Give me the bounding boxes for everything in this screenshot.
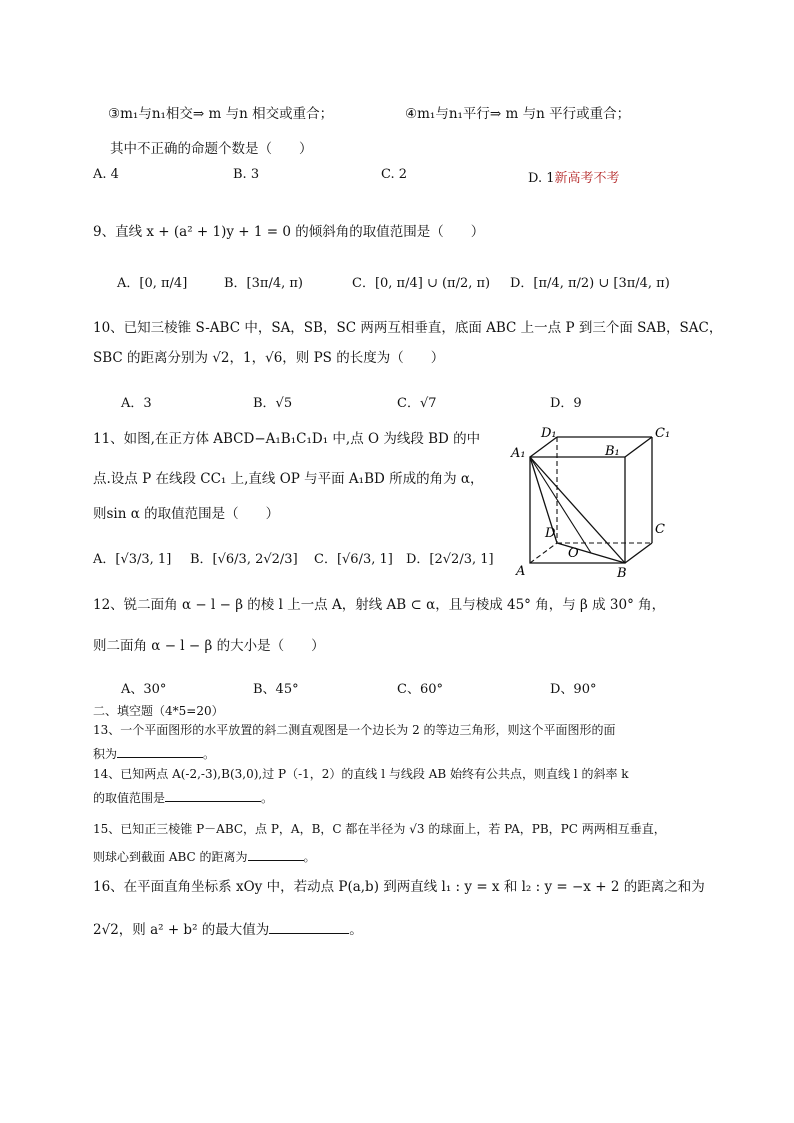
label-a1: A₁ <box>511 446 526 461</box>
q15-end: 。 <box>303 850 316 864</box>
q15-answer-blank[interactable] <box>248 848 304 861</box>
q13-answer-blank[interactable] <box>117 745 203 758</box>
label-d: D <box>545 526 556 541</box>
q8-exam-note: 新高考不考 <box>554 171 620 186</box>
q9-option-b: B．[3π/4, π) <box>224 276 303 291</box>
q10-option-a: A．3 <box>121 396 152 411</box>
q12-option-c: C、60° <box>397 682 443 697</box>
q14-line2-text: 的取值范围是 <box>93 791 166 805</box>
q16-end: 。 <box>349 922 363 938</box>
q11-option-a: A．[√3/3, 1] <box>93 552 172 567</box>
edge-b-c <box>625 543 652 563</box>
q12-option-d: D、90° <box>550 682 597 697</box>
q10-option-d: D．9 <box>550 396 582 411</box>
section-2-title: 二、填空题（4*5=20） <box>93 704 224 718</box>
q10-option-b: B．√5 <box>253 396 293 411</box>
label-b1: B₁ <box>605 444 620 459</box>
q12-option-a: A、30° <box>121 682 167 697</box>
edge-b1-c1 <box>625 437 652 457</box>
q8-option-b: B. 3 <box>233 167 260 182</box>
q15-line1: 15、已知正三棱锥 P－ABC，点 P，A，B，C 都在半径为 √3 的球面上，若 PA，PB，PC 两两相互垂直， <box>93 822 666 836</box>
q8-prop3: ③m₁与n₁相交⇒ m 与n 相交或重合； <box>108 106 334 122</box>
label-b: B <box>617 566 627 581</box>
q8-option-c: C. 2 <box>381 167 408 182</box>
q8-option-a: A. 4 <box>93 167 119 182</box>
q13-line2 <box>93 745 215 761</box>
line-a1-o <box>530 457 591 553</box>
q15-line2-text: 则球心到截面 ABC 的距离为 <box>93 850 248 864</box>
q8-prompt: 其中不正确的命题个数是（ ） <box>110 141 313 157</box>
q11-option-d: D．[2√2/3, 1] <box>406 552 494 567</box>
q8-option-d <box>528 167 620 186</box>
q15-line2 <box>93 848 316 864</box>
q9-option-c: C．[0, π/4] ∪ (π/2, π) <box>352 276 491 291</box>
q8-prop4: ④m₁与n₁平行⇒ m 与n 平行或重合； <box>405 106 631 122</box>
q14-answer-blank[interactable] <box>165 789 261 802</box>
q11-line3: 则sin α 的取值范围是（ ） <box>93 506 280 522</box>
q9-option-d: D．[π/4, π/2) ∪ [3π/4, π) <box>510 276 670 291</box>
q9-option-a: A．[0, π/4] <box>117 276 188 291</box>
q11-line2: 点.设点 P 在线段 CC₁ 上,直线 OP 与平面 A₁BD 所成的角为 α， <box>93 471 484 487</box>
label-d1: D₁ <box>541 426 557 441</box>
q12-line1: 12、锐二面角 α − l − β 的棱 l 上一点 A，射线 AB ⊂ α，且与棱成 45° 角，与 β 成 30° 角， <box>93 597 666 613</box>
q8-option-d-label: D. 1 <box>528 171 555 186</box>
q12-option-b: B、45° <box>253 682 299 697</box>
q11-option-b: B．[√6/3, 2√2/3] <box>190 552 298 567</box>
q16-line2-text: 2√2，则 a² + b² 的最大值为 <box>93 922 270 938</box>
q13-line1: 13、一个平面图形的水平放置的斜二测直观图是一个边长为 2 的等边三角形，则这个平面图形的面 <box>93 723 616 737</box>
label-c: C <box>655 522 665 537</box>
q11-line1: 11、如图,在正方体 ABCD−A₁B₁C₁D₁ 中,点 O 为线段 BD 的中 <box>93 431 481 447</box>
q16-answer-blank[interactable] <box>269 921 349 934</box>
q16-line2 <box>93 921 363 938</box>
q10-line2: SBC 的距离分别为 √2，1，√6，则 PS 的长度为（ ） <box>93 350 445 366</box>
q14-line2 <box>93 789 273 805</box>
q16-line1: 16、在平面直角坐标系 xOy 中，若动点 P(a,b) 到两直线 l₁ : y = x 和 l₂ : y = −x + 2 的距离之和为 <box>93 879 705 895</box>
q9-stem: 9、直线 x + (a² + 1)y + 1 = 0 的倾斜角的取值范围是（ ） <box>93 224 485 240</box>
q14-line1: 14、已知两点 A(-2,-3),B(3,0),过 P（-1，2）的直线 l 与线段 AB 始终有公共点，则直线 l 的斜率 k <box>93 767 629 781</box>
label-a: A <box>516 564 526 579</box>
label-o: O <box>568 546 579 561</box>
edge-a-d-hidden <box>530 543 557 563</box>
q10-line1: 10、已知三棱锥 S-ABC 中，SA，SB，SC 两两互相垂直，底面 ABC 上一点 P 到三个面 SAB，SAC， <box>93 320 723 336</box>
q13-end: 。 <box>203 747 216 761</box>
q11-option-c: C．[√6/3, 1] <box>314 552 393 567</box>
q12-line2: 则二面角 α − l − β 的大小是（ ） <box>93 638 325 654</box>
q14-end: 。 <box>261 791 274 805</box>
label-c1: C₁ <box>655 426 671 441</box>
q13-line2-text: 积为 <box>93 747 118 761</box>
cube-figure <box>505 425 685 585</box>
q10-option-c: C．√7 <box>397 396 437 411</box>
